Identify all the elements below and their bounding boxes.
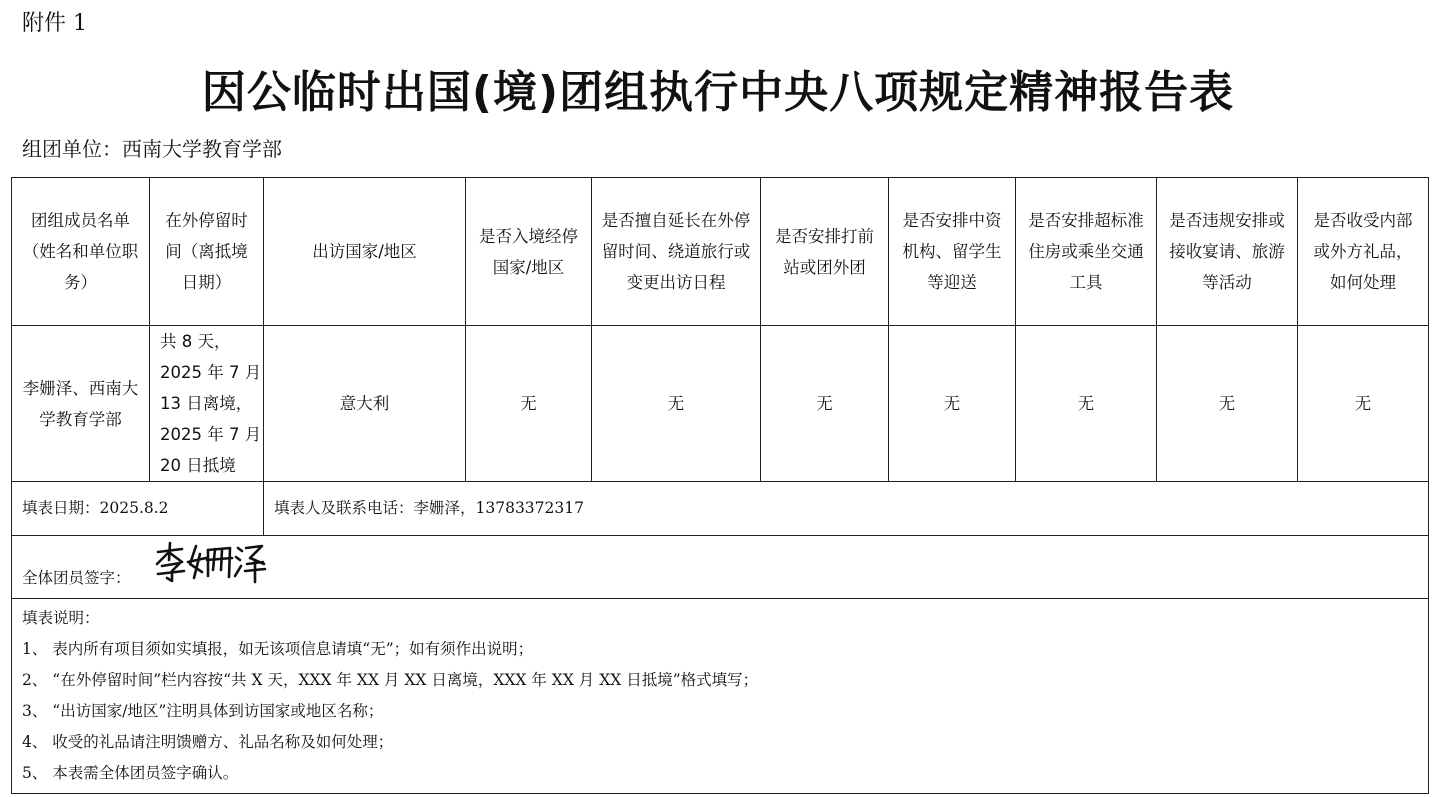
gifts-cell: 无	[1298, 326, 1429, 482]
instructions-row	[12, 599, 1429, 794]
column-header: 是否安排超标准住房或乘坐交通工具	[1016, 178, 1157, 326]
transit-cell: 无	[466, 326, 592, 482]
column-header: 是否安排打前站或团外团	[761, 178, 889, 326]
table-header-row	[12, 178, 1429, 326]
country-cell: 意大利	[264, 326, 466, 482]
table-row	[12, 326, 1429, 482]
instruction-item: 4、 收受的礼品请注明馈赠方、礼品名称及如何处理；	[22, 733, 394, 751]
filler-contact: 填表人及联系电话：李姗泽，13783372317	[264, 482, 1429, 536]
column-header: 是否入境经停国家/地区	[466, 178, 592, 326]
instruction-item: 5、 本表需全体团员签字确认。	[22, 764, 239, 782]
attachment-label: 附件 1	[22, 11, 87, 36]
stay-duration-cell: 共 8 天， 2025 年 7 月 13 日离境， 2025 年 7 月 20 日抵境	[150, 326, 264, 482]
instructions-cell	[12, 599, 1429, 794]
page-title: 因公临时出国(境)团组执行中央八项规定精神报告表	[201, 67, 1235, 118]
greeting-cell: 无	[889, 326, 1016, 482]
column-header: 是否擅自延长在外停留时间、绕道旅行或变更出访日程	[592, 178, 761, 326]
instruction-item: 2、 “在外停留时间”栏内容按“共 X 天，XXX 年 XX 月 XX 日离境，XXX 年 XX 月 XX 日抵境”格式填写；	[22, 671, 759, 689]
handwritten-signature	[152, 540, 267, 584]
column-header: 是否收受内部或外方礼品，如何处理	[1298, 178, 1429, 326]
column-header: 出访国家/地区	[264, 178, 466, 326]
fill-date: 填表日期：2025.8.2	[12, 482, 264, 536]
banquet-cell: 无	[1157, 326, 1298, 482]
fill-info-row	[12, 482, 1429, 536]
column-header: 是否违规安排或接收宴请、旅游等活动	[1157, 178, 1298, 326]
report-table	[11, 177, 1429, 794]
signature-cell	[12, 536, 1429, 599]
column-header: 在外停留时间（离抵境日期）	[150, 178, 264, 326]
member-cell: 李姗泽、西南大学教育学部	[12, 326, 150, 482]
column-header: 是否安排中资机构、留学生等迎送	[889, 178, 1016, 326]
signature-row	[12, 536, 1429, 599]
extend-stay-cell: 无	[592, 326, 761, 482]
advance-team-cell: 无	[761, 326, 889, 482]
instruction-item: 1、 表内所有项目须如实填报，如无该项信息请填“无”；如有须作出说明；	[22, 640, 534, 658]
instruction-item: 3、 “出访国家/地区”注明具体到访国家或地区名称；	[22, 702, 384, 720]
organizing-unit: 组团单位：西南大学教育学部	[22, 137, 282, 161]
instructions-title: 填表说明：	[22, 609, 100, 627]
column-header: 团组成员名单（姓名和单位职务）	[12, 178, 150, 326]
housing-cell: 无	[1016, 326, 1157, 482]
signature-label: 全体团员签字：	[22, 569, 131, 587]
